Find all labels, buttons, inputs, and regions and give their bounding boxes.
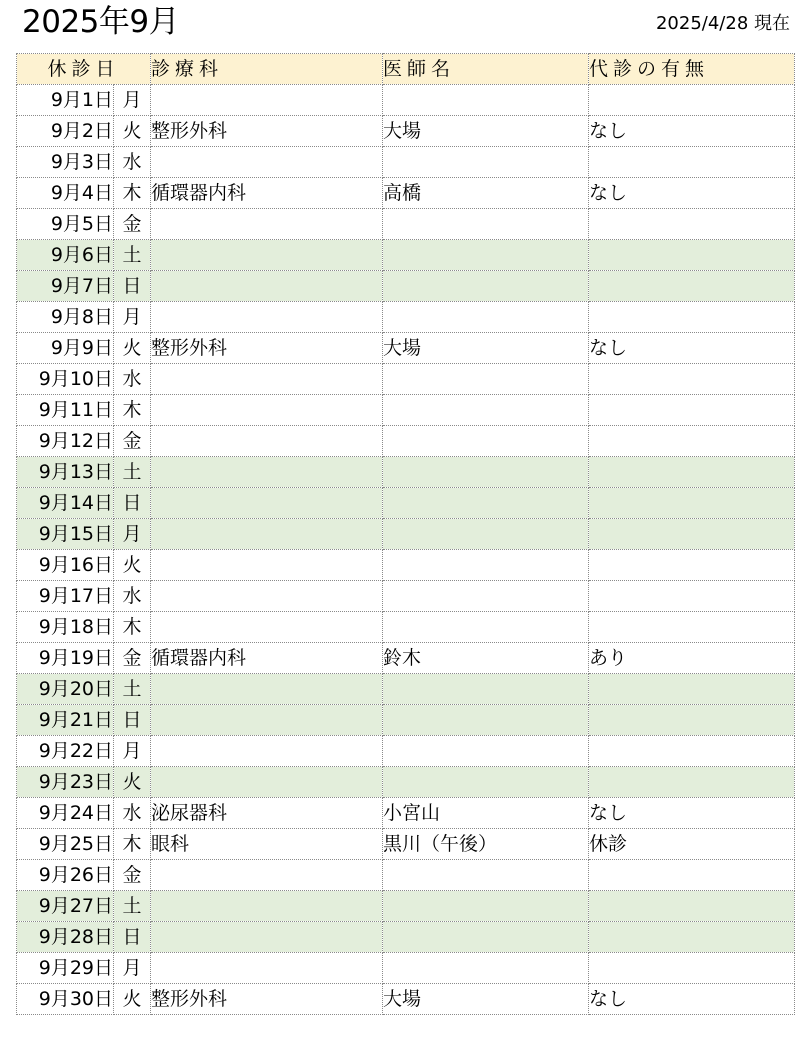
doctor-cell [383,736,589,767]
page-title: 2025年9月 [22,4,180,40]
weekday-cell: 日 [114,271,151,302]
substitute-cell [589,147,795,178]
department-cell [151,240,383,271]
weekday-cell: 日 [114,705,151,736]
department-cell [151,953,383,984]
doctor-cell: 黒川（午後） [383,829,589,860]
date-cell: 9月1日 [17,85,114,116]
doctor-cell [383,612,589,643]
weekday-cell: 木 [114,612,151,643]
department-cell [151,922,383,953]
weekday-cell: 月 [114,519,151,550]
department-cell [151,209,383,240]
substitute-cell [589,395,795,426]
doctor-cell [383,674,589,705]
doctor-cell [383,581,589,612]
date-cell: 9月29日 [17,953,114,984]
date-cell: 9月13日 [17,457,114,488]
date-cell: 9月21日 [17,705,114,736]
department-cell [151,767,383,798]
substitute-cell: なし [589,178,795,209]
department-cell [151,271,383,302]
weekday-cell: 月 [114,85,151,116]
date-cell: 9月3日 [17,147,114,178]
table-row [17,674,795,705]
table-row [17,860,795,891]
department-cell [151,736,383,767]
department-cell [151,519,383,550]
table-row [17,147,795,178]
weekday-cell: 水 [114,798,151,829]
department-cell [151,85,383,116]
substitute-cell [589,85,795,116]
weekday-cell: 日 [114,922,151,953]
as-of-date: 2025/4/28 現在 [655,13,790,34]
date-cell: 9月25日 [17,829,114,860]
table-row [17,302,795,333]
weekday-cell: 水 [114,364,151,395]
date-cell: 9月15日 [17,519,114,550]
doctor-cell [383,860,589,891]
table-row [17,550,795,581]
date-cell: 9月10日 [17,364,114,395]
department-cell: 眼科 [151,829,383,860]
weekday-cell: 土 [114,240,151,271]
weekday-cell: 金 [114,860,151,891]
department-cell [151,581,383,612]
date-cell: 9月6日 [17,240,114,271]
substitute-cell: あり [589,643,795,674]
weekday-cell: 土 [114,457,151,488]
substitute-cell [589,519,795,550]
table-row [17,829,795,860]
table-row [17,178,795,209]
department-cell [151,364,383,395]
weekday-cell: 火 [114,767,151,798]
substitute-cell [589,581,795,612]
date-cell: 9月9日 [17,333,114,364]
doctor-cell: 大場 [383,984,589,1015]
doctor-cell [383,922,589,953]
date-cell: 9月30日 [17,984,114,1015]
substitute-cell [589,674,795,705]
table-row [17,984,795,1015]
department-cell [151,612,383,643]
department-cell [151,457,383,488]
doctor-cell [383,519,589,550]
table-row [17,519,795,550]
table-row [17,271,795,302]
table-row [17,705,795,736]
doctor-cell [383,364,589,395]
table-row [17,798,795,829]
table-row [17,736,795,767]
header-doctor: 医師名 [383,54,589,85]
weekday-cell: 火 [114,116,151,147]
date-cell: 9月12日 [17,426,114,457]
doctor-cell: 小宮山 [383,798,589,829]
substitute-cell [589,302,795,333]
substitute-cell: なし [589,798,795,829]
doctor-cell [383,488,589,519]
department-cell: 整形外科 [151,333,383,364]
date-cell: 9月11日 [17,395,114,426]
header-holiday: 休診日 [17,54,151,85]
department-cell [151,705,383,736]
doctor-cell: 鈴木 [383,643,589,674]
weekday-cell: 木 [114,829,151,860]
weekday-cell: 金 [114,426,151,457]
weekday-cell: 火 [114,333,151,364]
doctor-cell [383,209,589,240]
doctor-cell [383,767,589,798]
substitute-cell [589,240,795,271]
table-row [17,426,795,457]
date-cell: 9月7日 [17,271,114,302]
department-cell: 循環器内科 [151,643,383,674]
header-department: 診療科 [151,54,383,85]
date-cell: 9月22日 [17,736,114,767]
substitute-cell [589,550,795,581]
table-row [17,953,795,984]
substitute-cell [589,953,795,984]
substitute-cell [589,922,795,953]
weekday-cell: 水 [114,581,151,612]
weekday-cell: 火 [114,984,151,1015]
doctor-cell: 大場 [383,116,589,147]
header-substitute: 代診の有無 [589,54,795,85]
doctor-cell: 高橋 [383,178,589,209]
substitute-cell [589,860,795,891]
weekday-cell: 月 [114,302,151,333]
doctor-cell [383,457,589,488]
date-cell: 9月17日 [17,581,114,612]
department-cell [151,395,383,426]
table-row [17,85,795,116]
date-cell: 9月19日 [17,643,114,674]
department-cell [151,860,383,891]
table-row [17,209,795,240]
department-cell [151,550,383,581]
department-cell: 循環器内科 [151,178,383,209]
weekday-cell: 金 [114,209,151,240]
weekday-cell: 土 [114,674,151,705]
table-row [17,333,795,364]
weekday-cell: 木 [114,178,151,209]
weekday-cell: 火 [114,550,151,581]
substitute-cell [589,271,795,302]
date-cell: 9月20日 [17,674,114,705]
date-cell: 9月2日 [17,116,114,147]
table-row [17,116,795,147]
doctor-cell [383,891,589,922]
date-cell: 9月4日 [17,178,114,209]
department-cell: 整形外科 [151,984,383,1015]
doctor-cell [383,550,589,581]
doctor-cell [383,85,589,116]
department-cell: 泌尿器科 [151,798,383,829]
substitute-cell: なし [589,116,795,147]
doctor-cell [383,302,589,333]
substitute-cell [589,767,795,798]
table-row [17,891,795,922]
date-cell: 9月14日 [17,488,114,519]
doctor-cell [383,705,589,736]
doctor-cell [383,271,589,302]
substitute-cell [589,426,795,457]
substitute-cell [589,705,795,736]
substitute-cell: なし [589,333,795,364]
date-cell: 9月23日 [17,767,114,798]
weekday-cell: 木 [114,395,151,426]
department-cell [151,674,383,705]
weekday-cell: 水 [114,147,151,178]
substitute-cell [589,736,795,767]
doctor-cell [383,426,589,457]
date-cell: 9月24日 [17,798,114,829]
weekday-cell: 土 [114,891,151,922]
table-row [17,612,795,643]
department-cell [151,147,383,178]
doctor-cell [383,240,589,271]
weekday-cell: 月 [114,736,151,767]
substitute-cell [589,209,795,240]
department-cell [151,426,383,457]
department-cell: 整形外科 [151,116,383,147]
department-cell [151,302,383,333]
substitute-cell [589,457,795,488]
date-cell: 9月27日 [17,891,114,922]
table-row [17,395,795,426]
date-cell: 9月28日 [17,922,114,953]
substitute-cell [589,364,795,395]
date-cell: 9月8日 [17,302,114,333]
table-row [17,767,795,798]
doctor-cell: 大場 [383,333,589,364]
substitute-cell [589,891,795,922]
doctor-cell [383,395,589,426]
date-cell: 9月16日 [17,550,114,581]
substitute-cell: 休診 [589,829,795,860]
weekday-cell: 日 [114,488,151,519]
date-cell: 9月26日 [17,860,114,891]
substitute-cell [589,488,795,519]
department-cell [151,891,383,922]
department-cell [151,488,383,519]
holiday-schedule-table [16,53,795,1015]
substitute-cell: なし [589,984,795,1015]
substitute-cell [589,612,795,643]
date-cell: 9月18日 [17,612,114,643]
date-cell: 9月5日 [17,209,114,240]
table-row [17,581,795,612]
table-header-row [17,54,795,85]
table-row [17,643,795,674]
weekday-cell: 金 [114,643,151,674]
table-row [17,240,795,271]
doctor-cell [383,147,589,178]
table-row [17,457,795,488]
doctor-cell [383,953,589,984]
table-row [17,364,795,395]
table-row [17,922,795,953]
table-row [17,488,795,519]
weekday-cell: 月 [114,953,151,984]
